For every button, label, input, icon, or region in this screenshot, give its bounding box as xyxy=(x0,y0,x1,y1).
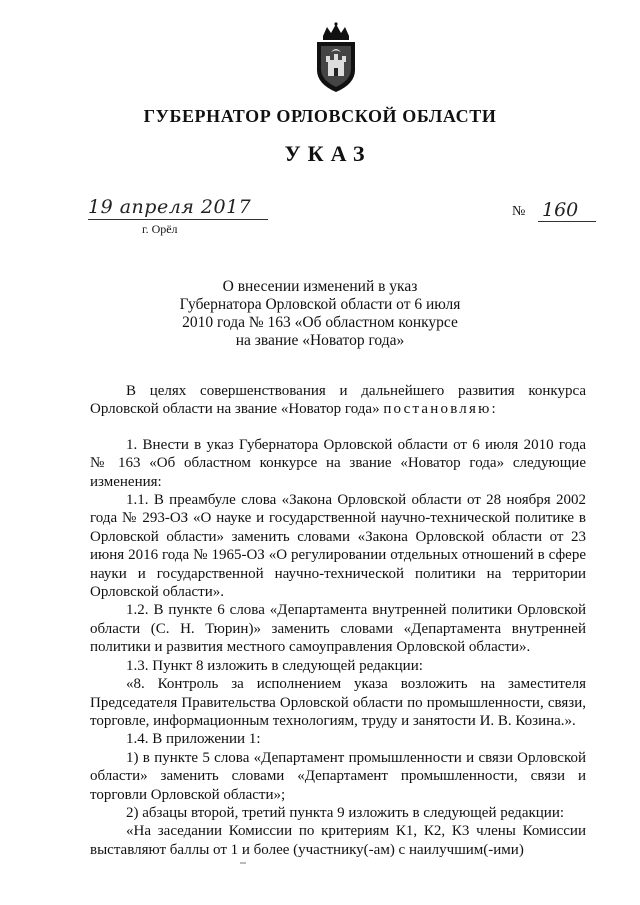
date-underline xyxy=(88,219,268,220)
decree-verb: постановляю: xyxy=(383,401,498,418)
item-1-4-2-quote: «На заседании Комиссии по критериям К1, К2, К3 члены Комиссии выставляют баллы от 1 и более (участнику(-ам) с наилучшим(-ими) xyxy=(90,823,586,858)
item-1-2: 1.2. В пункте 6 слова «Департамента внутренней политики Орловской области (С. Н. Тюрин)» заменить словами «Департамента внутренней политики и развития местного самоуправления Орловской области». xyxy=(90,602,586,656)
subject-line: Губернатора Орловской области от 6 июля xyxy=(179,296,461,313)
number-underline xyxy=(538,221,596,222)
number-sign: № xyxy=(512,204,526,219)
city: г. Орёл xyxy=(142,222,178,236)
preamble-paragraph xyxy=(90,382,586,419)
item-1-4: 1.4. В приложении 1: xyxy=(126,731,261,748)
document-type: УКАЗ xyxy=(284,141,372,166)
coat-of-arms-icon xyxy=(311,22,361,94)
item-1-1: 1.1. В преамбуле слова «Закона Орловской области от 28 ноября 2002 года № 293-ОЗ «О науке и государственной научно-технической политике в Орловской области» заменить словами «Закона Орловской области от 23 июня 2016 года № 1965-ОЗ «О регулировании отдельных отношений в сфере науки и государственной научно-технической политики на территории Орловской области». xyxy=(90,492,586,601)
date-block xyxy=(88,196,278,248)
item-1-3: 1.3. Пункт 8 изложить в следующей редакции: xyxy=(126,657,423,674)
issuer-title: ГУБЕРНАТОР ОРЛОВСКОЙ ОБЛАСТИ xyxy=(143,106,497,126)
subject-line: О внесении изменений в указ xyxy=(222,278,418,295)
subject-line: на звание «Новатор года» xyxy=(235,332,405,349)
item-1: 1. Внести в указ Губернатора Орловской области от 6 июля 2010 года № 163 «Об областном конкурсе на звание «Новатор года» следующие изменения: xyxy=(90,436,586,490)
scan-mark xyxy=(240,862,246,864)
item-1-4-1: 1) в пункте 5 слова «Департамент промышленности и связи Орловской области» заменить словами «Департамент промышленности, связи и торговли Орловской области»; xyxy=(90,749,586,803)
item-1-3-quote: «8. Контроль за исполнением указа возложить на заместителя Председателя Правительства Орловской области по промышленности, связи, торговле, информационным технологиям, труду и занятости И. В. Козина.». xyxy=(90,676,586,729)
handwritten-date: 19 апреля 2017 xyxy=(88,196,252,218)
decree-subject xyxy=(150,278,490,350)
decree-body xyxy=(90,382,586,859)
preamble-text: В целях совершенствования и дальнейшего развития конкурса Орловской области на звание «Новатор года» xyxy=(90,383,586,418)
subject-line: 2010 года № 163 «Об областном конкурсе xyxy=(182,314,458,331)
number-block xyxy=(512,200,594,226)
item-1-4-2: 2) абзацы второй, третий пункта 9 изложить в следующей редакции: xyxy=(126,804,565,821)
handwritten-number: 160 xyxy=(542,199,579,221)
